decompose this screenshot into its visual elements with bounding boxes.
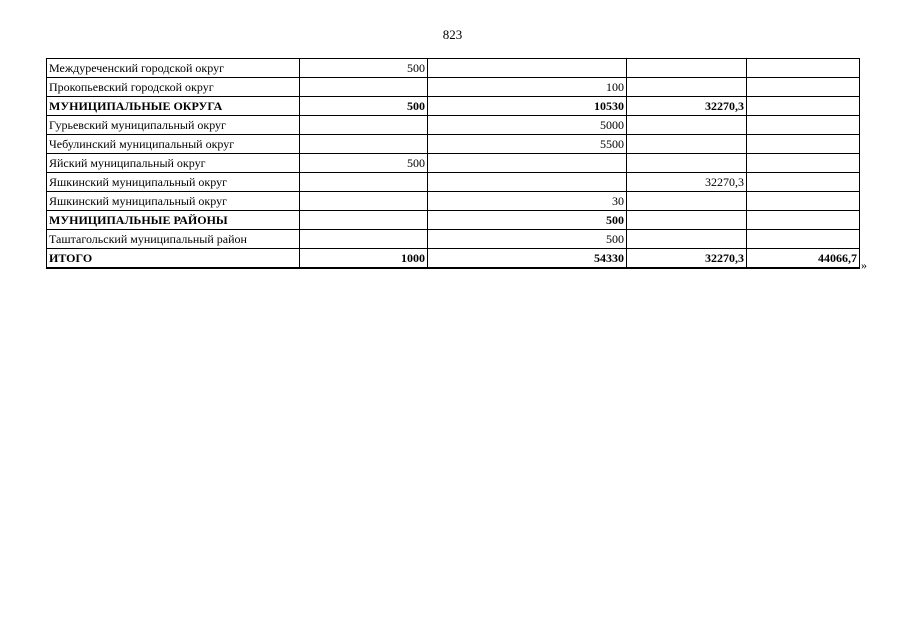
value-cell-4 (747, 230, 860, 249)
value-cell-1 (300, 230, 428, 249)
value-cell-4 (747, 173, 860, 192)
value-cell-3: 32270,3 (627, 173, 747, 192)
value-cell-2: 5000 (428, 116, 627, 135)
value-cell-2: 500 (428, 211, 627, 230)
value-cell-4 (747, 135, 860, 154)
table-row (47, 116, 860, 135)
row-name-cell: Прокопьевский городской округ (47, 78, 300, 97)
row-name-cell: ИТОГО (47, 249, 300, 269)
value-cell-1 (300, 78, 428, 97)
value-cell-4: 44066,7 (747, 249, 860, 269)
row-name-cell: Таштагольский муниципальный район (47, 230, 300, 249)
table-row (47, 154, 860, 173)
value-cell-1: 500 (300, 97, 428, 116)
value-cell-4 (747, 116, 860, 135)
table-row (47, 97, 860, 116)
value-cell-4 (747, 211, 860, 230)
row-name-cell: Чебулинский муниципальный округ (47, 135, 300, 154)
row-name-cell: МУНИЦИПАЛЬНЫЕ ОКРУГА (47, 97, 300, 116)
row-name-cell: Гурьевский муниципальный округ (47, 116, 300, 135)
value-cell-1 (300, 211, 428, 230)
value-cell-1 (300, 173, 428, 192)
value-cell-1: 500 (300, 59, 428, 78)
value-cell-3 (627, 192, 747, 211)
value-cell-2: 10530 (428, 97, 627, 116)
value-cell-3: 32270,3 (627, 249, 747, 269)
value-cell-2: 30 (428, 192, 627, 211)
table-row (47, 59, 860, 78)
value-cell-1: 1000 (300, 249, 428, 269)
value-cell-3 (627, 211, 747, 230)
value-cell-2: 100 (428, 78, 627, 97)
table-body (47, 59, 860, 269)
value-cell-4 (747, 78, 860, 97)
row-name-cell: Яшкинский муниципальный округ (47, 173, 300, 192)
value-cell-2 (428, 59, 627, 78)
data-table (46, 58, 860, 269)
table-row (47, 78, 860, 97)
table-row (47, 135, 860, 154)
value-cell-3 (627, 78, 747, 97)
value-cell-1 (300, 192, 428, 211)
value-cell-4 (747, 97, 860, 116)
page-number: 823 (442, 27, 463, 42)
row-name-cell: МУНИЦИПАЛЬНЫЕ РАЙОНЫ (47, 211, 300, 230)
row-name-cell: Яйский муниципальный округ (47, 154, 300, 173)
value-cell-1: 500 (300, 154, 428, 173)
value-cell-2 (428, 173, 627, 192)
value-cell-3 (627, 135, 747, 154)
row-name-cell: Яшкинский муниципальный округ (47, 192, 300, 211)
value-cell-3: 32270,3 (627, 97, 747, 116)
value-cell-1 (300, 135, 428, 154)
table-row (47, 192, 860, 211)
table-row (47, 211, 860, 230)
value-cell-4 (747, 154, 860, 173)
value-cell-3 (627, 116, 747, 135)
table-row-total (47, 249, 860, 269)
value-cell-3 (627, 230, 747, 249)
value-cell-1 (300, 116, 428, 135)
value-cell-4 (747, 192, 860, 211)
table-row (47, 173, 860, 192)
value-cell-3 (627, 59, 747, 78)
value-cell-2 (428, 154, 627, 173)
value-cell-4 (747, 59, 860, 78)
table-row (47, 230, 860, 249)
value-cell-3 (627, 154, 747, 173)
closing-quote-mark: » (861, 258, 867, 272)
value-cell-2: 54330 (428, 249, 627, 269)
row-name-cell: Междуреченский городской округ (47, 59, 300, 78)
value-cell-2: 500 (428, 230, 627, 249)
value-cell-2: 5500 (428, 135, 627, 154)
